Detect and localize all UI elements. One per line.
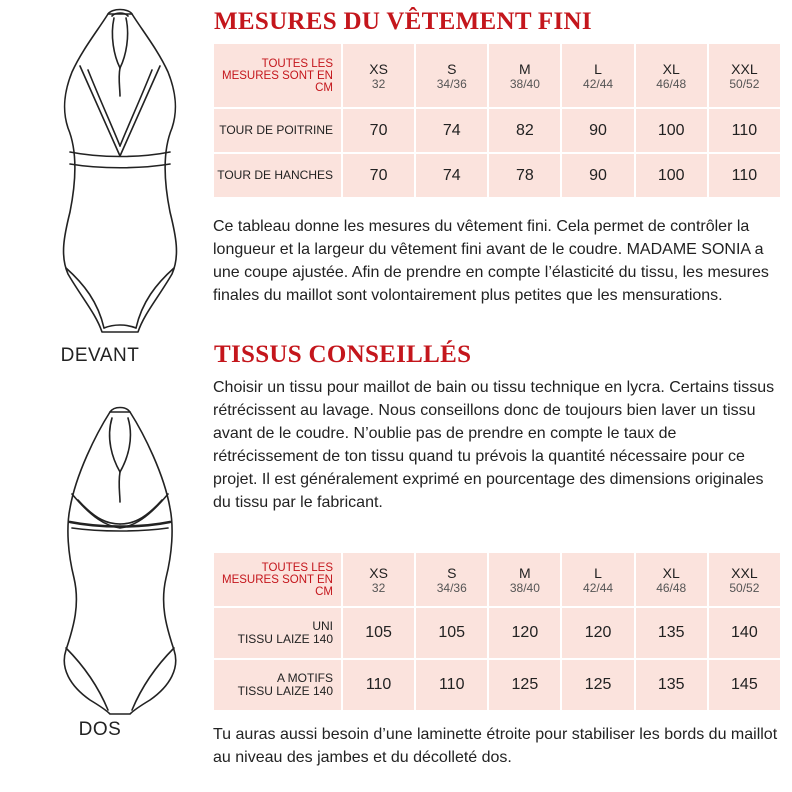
- size-header: XXL 50/52: [708, 553, 781, 607]
- row-label: TOUR DE POITRINE: [214, 108, 342, 153]
- table-row: [214, 607, 781, 659]
- table-cell: 110: [415, 659, 488, 711]
- table-cell: 100: [635, 108, 708, 153]
- table-cell: 135: [635, 607, 708, 659]
- table-row: [214, 153, 781, 198]
- size-header: XL 46/48: [635, 553, 708, 607]
- size-header: XL 46/48: [635, 44, 708, 108]
- table-cell: 105: [342, 607, 415, 659]
- row-label: A MOTIFS TISSU LAIZE 140: [214, 659, 342, 711]
- table-cell: 70: [342, 153, 415, 198]
- table-cell: 74: [415, 108, 488, 153]
- size-header: S 34/36: [415, 553, 488, 607]
- table-cell: 140: [708, 607, 781, 659]
- table-cell: 70: [342, 108, 415, 153]
- recommended-fabrics-description: Choisir un tissu pour maillot de bain ou tissu technique en lycra. Certains tissus rétrécissent au lavage. Nous conseillons donc de toujours bien laver un tissu avant de le coudre. N’oublie pas de prendre en compte le taux de rétrécissement de ton tissu quand tu prévois la quantité nécessaire pour ce projet. Il est généralement exprimé en pourcentage des dimensions originales du tissu par le fabricant.: [213, 379, 775, 511]
- units-note: TOUTES LES MESURES SONT EN CM: [214, 44, 342, 108]
- front-label: DEVANT: [60, 345, 140, 366]
- table-cell: 110: [708, 153, 781, 198]
- table-row: [214, 108, 781, 153]
- size-header: M 38/40: [488, 553, 561, 607]
- size-header: M 38/40: [488, 44, 561, 108]
- table-cell: 120: [488, 607, 561, 659]
- additional-materials-note: Tu auras aussi besoin d’une laminette étroite pour stabiliser les bords du maillot au niveau des jambes et du décolleté dos.: [213, 726, 778, 766]
- swimsuit-front-sketch: [40, 6, 200, 338]
- units-note: TOUTES LES MESURES SONT EN CM: [214, 553, 342, 607]
- table-cell: 74: [415, 153, 488, 198]
- table-cell: 110: [708, 108, 781, 153]
- section-title-recommended-fabrics: TISSUS CONSEILLÉS: [214, 341, 472, 368]
- table-cell: 125: [561, 659, 634, 711]
- table-cell: 145: [708, 659, 781, 711]
- back-label: DOS: [78, 719, 122, 740]
- size-header: XXL 50/52: [708, 44, 781, 108]
- table-cell: 90: [561, 153, 634, 198]
- table-cell: 125: [488, 659, 561, 711]
- size-header: L 42/44: [561, 44, 634, 108]
- table-cell: 105: [415, 607, 488, 659]
- size-header: S 34/36: [415, 44, 488, 108]
- row-label: TOUR DE HANCHES: [214, 153, 342, 198]
- finished-measurements-table: [214, 44, 782, 199]
- table-cell: 82: [488, 108, 561, 153]
- table-cell: 135: [635, 659, 708, 711]
- table-header-row: [214, 44, 781, 108]
- row-label: UNI TISSU LAIZE 140: [214, 607, 342, 659]
- section-title-finished-measurements: MESURES DU VÊTEMENT FINI: [214, 8, 592, 35]
- size-header: XS 32: [342, 553, 415, 607]
- fabric-requirements-table: [214, 553, 782, 712]
- table-cell: 100: [635, 153, 708, 198]
- garment-illustrations: [0, 0, 200, 792]
- table-cell: 90: [561, 108, 634, 153]
- size-header: XS 32: [342, 44, 415, 108]
- table-cell: 120: [561, 607, 634, 659]
- table-cell: 78: [488, 153, 561, 198]
- swimsuit-back-sketch: [40, 404, 200, 716]
- table-row: [214, 659, 781, 711]
- finished-measurements-description: Ce tableau donne les mesures du vêtement fini. Cela permet de contrôler la longueur et la largeur du vêtement fini avant de le coudre. MADAME SONIA a une coupe ajustée. Afin de prendre en compte l’élasticité du tissu, les mesures finales du maillot sont volontairement plus petites que les mensurations.: [213, 218, 769, 304]
- table-header-row: [214, 553, 781, 607]
- table-cell: 110: [342, 659, 415, 711]
- size-header: L 42/44: [561, 553, 634, 607]
